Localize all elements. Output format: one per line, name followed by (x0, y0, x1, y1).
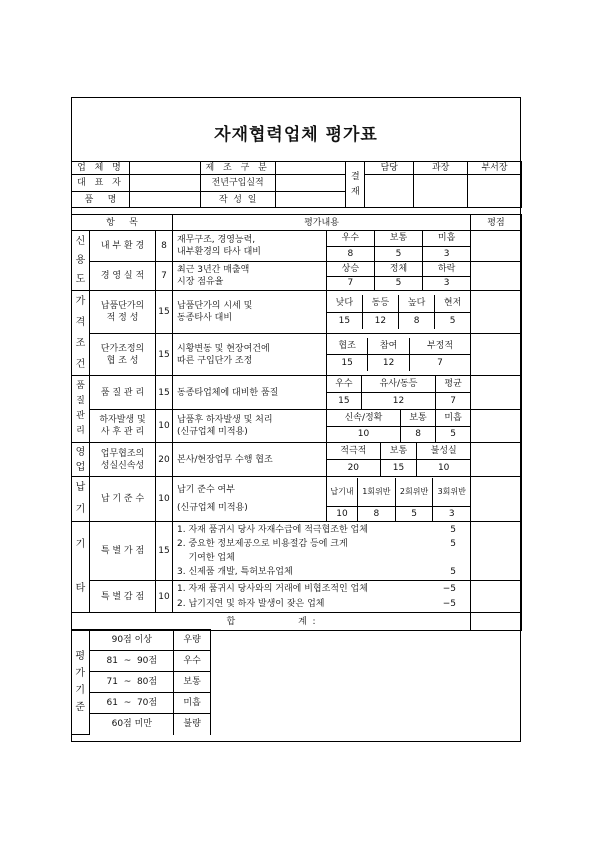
prev-label: 전년구입실적 (200, 175, 275, 192)
row-points: 10 (156, 477, 173, 522)
row-points: 15 (156, 522, 173, 581)
score-cell[interactable] (471, 376, 522, 410)
row-scale: 적극적 보통 불성실 20 15 10 (327, 443, 471, 477)
score-cell[interactable] (471, 581, 522, 613)
row-name: 업무협조의 성실신속성 (90, 443, 156, 477)
row-points: 15 (156, 291, 173, 334)
score-cell[interactable] (471, 262, 522, 291)
group-quality: 품 질 관 리 (72, 376, 90, 443)
row-name: 납 기 준 수 (90, 477, 156, 522)
row-desc: 동종타업체에 대비한 품질 (173, 376, 327, 410)
category-field[interactable] (275, 162, 346, 175)
score-cell[interactable] (471, 410, 522, 443)
row-scale: 상승 정체 하락 7 5 3 (327, 262, 471, 291)
evaluation-table (71, 214, 522, 631)
category-label: 제 조 구 분 (200, 162, 275, 175)
criteria-range: 60점 미만 (90, 714, 174, 735)
row-desc: 재무구조, 경영능력, 내부환경의 타사 대비 (173, 231, 327, 262)
company-label: 업 체 명 (72, 162, 130, 175)
approval-label: 결 재 (346, 162, 365, 208)
criteria-label: 평 가 기 준 (71, 630, 90, 735)
row-name: 납품단가의 적 정 성 (90, 291, 156, 334)
row-scale: 협조 참여 부정적 15 12 7 (327, 334, 471, 376)
approver-2: 과장 (414, 162, 468, 175)
row-name: 특 별 가 점 (90, 522, 156, 581)
group-delivery: 납 기 (72, 477, 90, 522)
criteria-range: 90점 이상 (90, 630, 174, 651)
row-points: 10 (156, 410, 173, 443)
score-cell[interactable] (471, 334, 522, 376)
score-cell[interactable] (471, 522, 522, 581)
row-scale: 신속/정확 보통 미흡 10 8 5 (327, 410, 471, 443)
row-name: 경 영 실 적 (90, 262, 156, 291)
col-content: 평가내용 (173, 215, 471, 231)
group-etc: 기 타 (72, 522, 90, 613)
criteria-grade: 미흡 (174, 693, 211, 714)
row-points: 7 (156, 262, 173, 291)
criteria-grade: 우량 (174, 630, 211, 651)
group-price: 가 격 조 건 (72, 291, 90, 376)
row-desc: 최근 3년간 매출액 시장 점유율 (173, 262, 327, 291)
score-cell[interactable] (471, 291, 522, 334)
row-name: 단가조정의 협 조 성 (90, 334, 156, 376)
row-points: 10 (156, 581, 173, 613)
row-points: 8 (156, 231, 173, 262)
row-desc: 시황변동 및 현장여건에 따른 구입단가 조정 (173, 334, 327, 376)
row-name: 하자발생 및 사 후 관 리 (90, 410, 156, 443)
sign-box-2[interactable] (414, 175, 468, 208)
row-points: 20 (156, 443, 173, 477)
total-label: 합 계 : (72, 613, 471, 631)
writer-field[interactable] (275, 192, 346, 208)
row-scale: 우수 유사/동등 평균 15 12 7 (327, 376, 471, 410)
group-credit: 신 용 도 (72, 231, 90, 291)
row-scale: 납기내 1회위반 2회위반 3회위반 10 8 5 3 (327, 477, 471, 522)
criteria-table (71, 629, 211, 735)
row-desc: 1. 자재 품귀시 당사 자재수급에 적극협조한 업체 5 2. 중요한 정보제공으로 비용절감 등에 크게 5 기여한 업체 3. 신제품 개발, 특허보유업체 5 (173, 522, 471, 581)
row-points: 15 (156, 334, 173, 376)
approver-1: 담당 (365, 162, 414, 175)
criteria-range: 61 ~ 70점 (90, 693, 174, 714)
criteria-grade: 우수 (174, 651, 211, 672)
row-desc: 본사/현장업무 수행 협조 (173, 443, 327, 477)
ceo-field[interactable] (129, 175, 200, 192)
score-cell[interactable] (471, 231, 522, 262)
row-points: 15 (156, 376, 173, 410)
page-title: 자재협력업체 평가표 (214, 125, 378, 145)
ceo-label: 대 표 자 (72, 175, 130, 192)
writer-label: 작 성 일 (200, 192, 275, 208)
row-scale: 우수 보통 미흡 8 5 3 (327, 231, 471, 262)
row-desc: 1. 자재 품귀시 당사와의 거래에 비협조적인 업체 −5 2. 납기지연 및 하자 발생이 잦은 업체 −5 (173, 581, 471, 613)
score-cell[interactable] (471, 443, 522, 477)
row-scale: 낮다 동등 높다 현저 15 12 8 5 (327, 291, 471, 334)
row-desc: 납품후 하자발생 및 처리 (신규업체 미적용) (173, 410, 327, 443)
col-item: 항 목 (72, 215, 173, 231)
score-cell[interactable] (471, 477, 522, 522)
item-field[interactable] (129, 192, 200, 208)
row-desc: 납기 준수 여부 (신규업체 미적용) (173, 477, 327, 522)
criteria-grade: 보통 (174, 672, 211, 693)
row-name: 내 부 환 경 (90, 231, 156, 262)
sign-box-1[interactable] (365, 175, 414, 208)
sign-box-3[interactable] (468, 175, 522, 208)
row-desc: 납품단가의 시세 및 동종타사 대비 (173, 291, 327, 334)
row-name: 특 별 감 점 (90, 581, 156, 613)
criteria-range: 71 ~ 80점 (90, 672, 174, 693)
criteria-range: 81 ~ 90점 (90, 651, 174, 672)
criteria-grade: 불량 (174, 714, 211, 735)
approver-3: 부서장 (468, 162, 522, 175)
total-score-cell[interactable] (471, 613, 522, 631)
prev-field[interactable] (275, 175, 346, 192)
item-label: 품 명 (72, 192, 130, 208)
company-field[interactable] (129, 162, 200, 175)
row-name: 품 질 관 리 (90, 376, 156, 410)
group-business: 영 업 (72, 443, 90, 477)
evaluation-sheet (71, 97, 521, 742)
col-score: 평점 (471, 215, 522, 231)
header-table (71, 161, 522, 208)
